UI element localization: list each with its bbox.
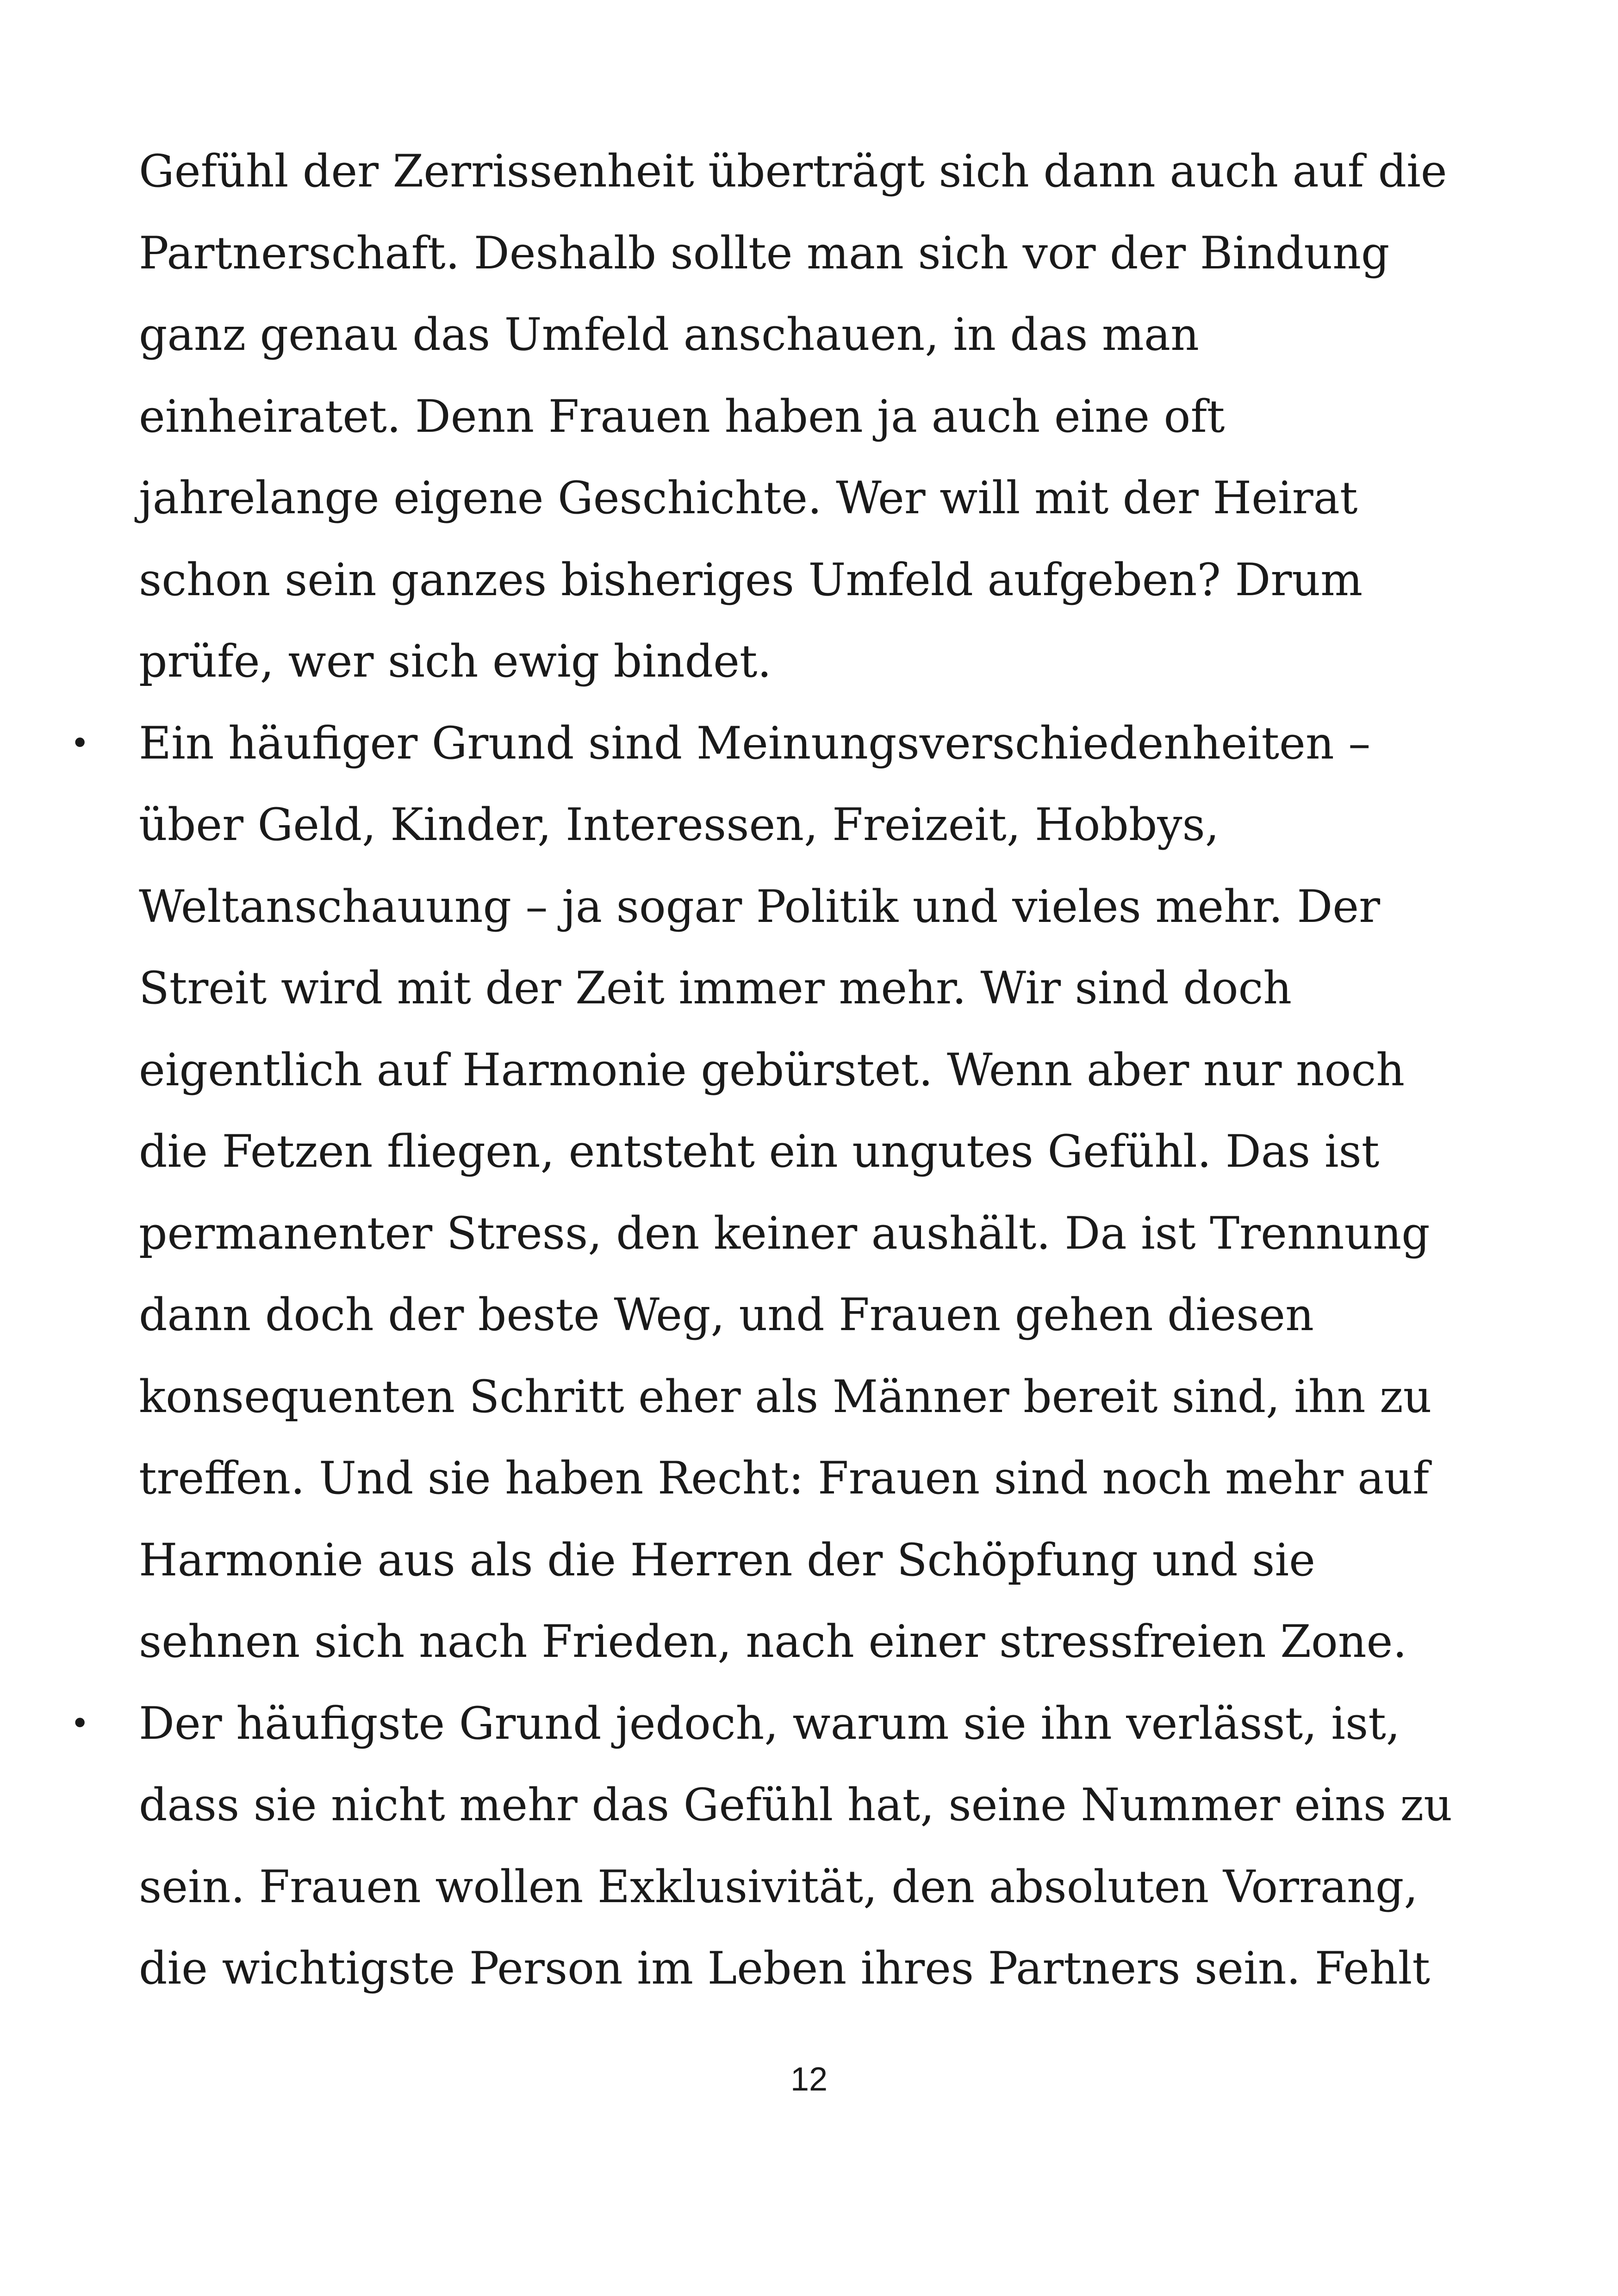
body-text — [70, 131, 1527, 2010]
text-line: konsequenten Schritt eher als Männer bereit sind, ihn zu — [139, 1370, 1432, 1423]
text-line: permanenter Stress, den keiner aushält. Da ist Trennung — [139, 1207, 1430, 1259]
text-line: jahrelange eigene Geschichte. Wer will mit der Heirat — [139, 472, 1358, 524]
text-line: Weltanschauung – ja sogar Politik und vieles mehr. Der — [139, 880, 1380, 933]
bullet-icon: • — [70, 1704, 90, 1742]
text-line: treffen. Und sie haben Recht: Frauen sind noch mehr auf — [139, 1452, 1429, 1504]
text-line: eigentlich auf Harmonie gebürstet. Wenn aber nur noch — [139, 1044, 1405, 1096]
text-line: dann doch der beste Weg, und Frauen gehen diesen — [139, 1289, 1314, 1341]
text-line: über Geld, Kinder, Interessen, Freizeit, Hobbys, — [139, 799, 1220, 851]
text-line: Der häufigste Grund jedoch, warum sie ihn verlässt, ist, — [139, 1697, 1400, 1749]
text-line: Ein häufiger Grund sind Meinungsverschiedenheiten – — [139, 717, 1371, 769]
page-number: 12 — [790, 2061, 828, 2098]
text-line: die wichtigste Person im Leben ihres Partners sein. Fehlt — [139, 1942, 1430, 1994]
bullet-item-disagreements — [70, 703, 1527, 784]
text-line: Gefühl der Zerrissenheit überträgt sich dann auch auf die — [139, 145, 1447, 197]
bullet-icon: • — [70, 724, 90, 762]
text-line: einheiratet. Denn Frauen haben ja auch eine oft — [139, 390, 1225, 442]
text-line: sein. Frauen wollen Exklusivität, den absoluten Vorrang, — [139, 1860, 1418, 1913]
bullet-item-number-one — [70, 1683, 1527, 1765]
text-line: Streit wird mit der Zeit immer mehr. Wir sind doch — [139, 962, 1292, 1014]
text-line: schon sein ganzes bisheriges Umfeld aufgeben? Drum — [139, 554, 1363, 606]
text-line: prüfe, wer sich ewig bindet. — [139, 635, 772, 687]
text-line: Harmonie aus als die Herren der Schöpfung und sie — [139, 1534, 1315, 1586]
text-line: dass sie nicht mehr das Gefühl hat, seine Nummer eins zu — [139, 1779, 1452, 1831]
text-line: Partnerschaft. Deshalb sollte man sich vor der Bindung — [139, 227, 1390, 279]
text-line: sehnen sich nach Frieden, nach einer stressfreien Zone. — [139, 1616, 1407, 1668]
text-line: ganz genau das Umfeld anschauen, in das man — [139, 309, 1199, 361]
text-line: die Fetzen fliegen, entsteht ein ungutes Gefühl. Das ist — [139, 1126, 1380, 1177]
